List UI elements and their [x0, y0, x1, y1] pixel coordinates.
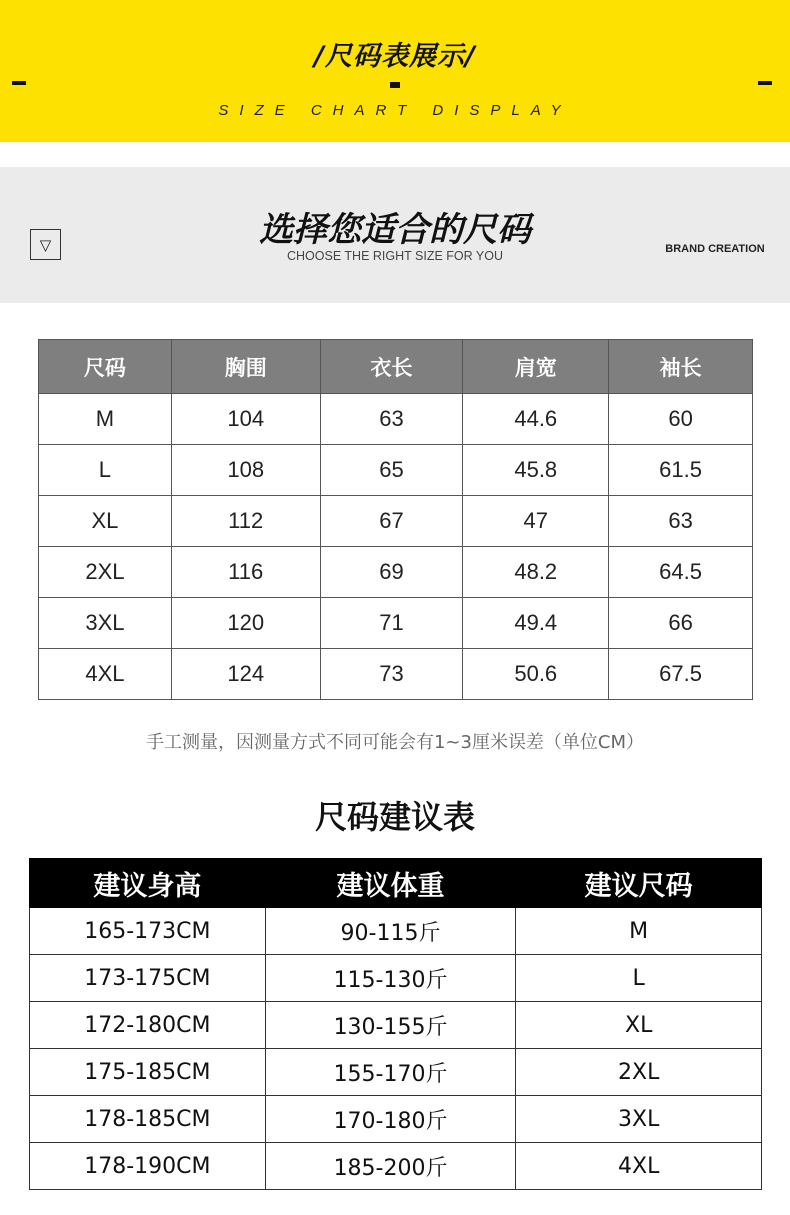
title-banner — [0, 0, 790, 142]
cell-weight: 155-170斤 — [265, 1049, 516, 1096]
header-height: 建议身高 — [30, 859, 266, 908]
banner-title: /尺码表展示/ — [314, 41, 476, 72]
cell-weight: 115-130斤 — [265, 955, 516, 1002]
cell-shoulder: 48.2 — [463, 547, 609, 598]
cell-height: 178-185CM — [30, 1096, 266, 1143]
table-row — [39, 445, 753, 496]
cell-length: 63 — [320, 394, 463, 445]
cell-size: L — [516, 955, 762, 1002]
table-row — [39, 649, 753, 700]
cell-chest: 104 — [171, 394, 320, 445]
table-row — [30, 1002, 762, 1049]
table-row — [30, 1143, 762, 1190]
table-row — [30, 1049, 762, 1096]
header-shoulder: 肩宽 — [463, 340, 609, 394]
size-table-header-row — [39, 340, 753, 394]
banner-subtitle: SIZE CHART DISPLAY — [218, 102, 572, 119]
cell-chest: 120 — [171, 598, 320, 649]
cell-weight: 170-180斤 — [265, 1096, 516, 1143]
section-subtitle: CHOOSE THE RIGHT SIZE FOR YOU — [286, 249, 503, 263]
table-row — [39, 496, 753, 547]
cell-height: 173-175CM — [30, 955, 266, 1002]
header-chest: 胸围 — [171, 340, 320, 394]
cell-height: 165-173CM — [30, 908, 266, 955]
recommendation-title: 尺码建议表 — [314, 798, 475, 836]
cell-sleeve: 63 — [609, 496, 753, 547]
cell-length: 71 — [320, 598, 463, 649]
right-dash-decoration — [758, 81, 772, 85]
cell-size: XL — [39, 496, 172, 547]
table-row — [39, 394, 753, 445]
cell-sleeve: 64.5 — [609, 547, 753, 598]
cell-chest: 124 — [171, 649, 320, 700]
cell-size: 2XL — [516, 1049, 762, 1096]
left-dash-decoration — [12, 81, 26, 85]
cell-size: 3XL — [39, 598, 172, 649]
table-row — [39, 547, 753, 598]
cell-shoulder: 45.8 — [463, 445, 609, 496]
cell-height: 178-190CM — [30, 1143, 266, 1190]
cell-sleeve: 66 — [609, 598, 753, 649]
cell-size: 3XL — [516, 1096, 762, 1143]
header-size: 尺码 — [39, 340, 172, 394]
cell-weight: 90-115斤 — [265, 908, 516, 955]
table-row — [30, 1096, 762, 1143]
cell-size: 2XL — [39, 547, 172, 598]
cell-size: 4XL — [516, 1143, 762, 1190]
cell-height: 172-180CM — [30, 1002, 266, 1049]
header-sleeve: 袖长 — [609, 340, 753, 394]
size-recommendation-table — [29, 858, 762, 1190]
center-dash-decoration — [390, 82, 400, 88]
header-weight: 建议体重 — [265, 859, 516, 908]
triangle-down-icon: ▽ — [30, 229, 61, 260]
cell-shoulder: 49.4 — [463, 598, 609, 649]
cell-shoulder: 47 — [463, 496, 609, 547]
cell-size: 4XL — [39, 649, 172, 700]
cell-length: 69 — [320, 547, 463, 598]
cell-chest: 112 — [171, 496, 320, 547]
cell-weight: 185-200斤 — [265, 1143, 516, 1190]
cell-length: 67 — [320, 496, 463, 547]
header-length: 衣长 — [320, 340, 463, 394]
table-row — [30, 908, 762, 955]
cell-length: 65 — [320, 445, 463, 496]
cell-height: 175-185CM — [30, 1049, 266, 1096]
cell-chest: 116 — [171, 547, 320, 598]
cell-chest: 108 — [171, 445, 320, 496]
cell-sleeve: 67.5 — [609, 649, 753, 700]
cell-size: L — [39, 445, 172, 496]
cell-weight: 130-155斤 — [265, 1002, 516, 1049]
cell-sleeve: 61.5 — [609, 445, 753, 496]
cell-length: 73 — [320, 649, 463, 700]
brand-label: BRAND CREATION — [665, 243, 765, 255]
table-row — [39, 598, 753, 649]
cell-sleeve: 60 — [609, 394, 753, 445]
header-recommended-size: 建议尺码 — [516, 859, 762, 908]
cell-shoulder: 50.6 — [463, 649, 609, 700]
rec-table-header-row — [30, 859, 762, 908]
cell-size: M — [39, 394, 172, 445]
table-row — [30, 955, 762, 1002]
cell-size: XL — [516, 1002, 762, 1049]
measurement-note: 手工测量，因测量方式不同可能会有1~3厘米误差（单位CM） — [145, 732, 645, 753]
cell-size: M — [516, 908, 762, 955]
section-title: 选择您适合的尺码 — [259, 210, 531, 250]
cell-shoulder: 44.6 — [463, 394, 609, 445]
size-chart-table — [38, 339, 753, 700]
